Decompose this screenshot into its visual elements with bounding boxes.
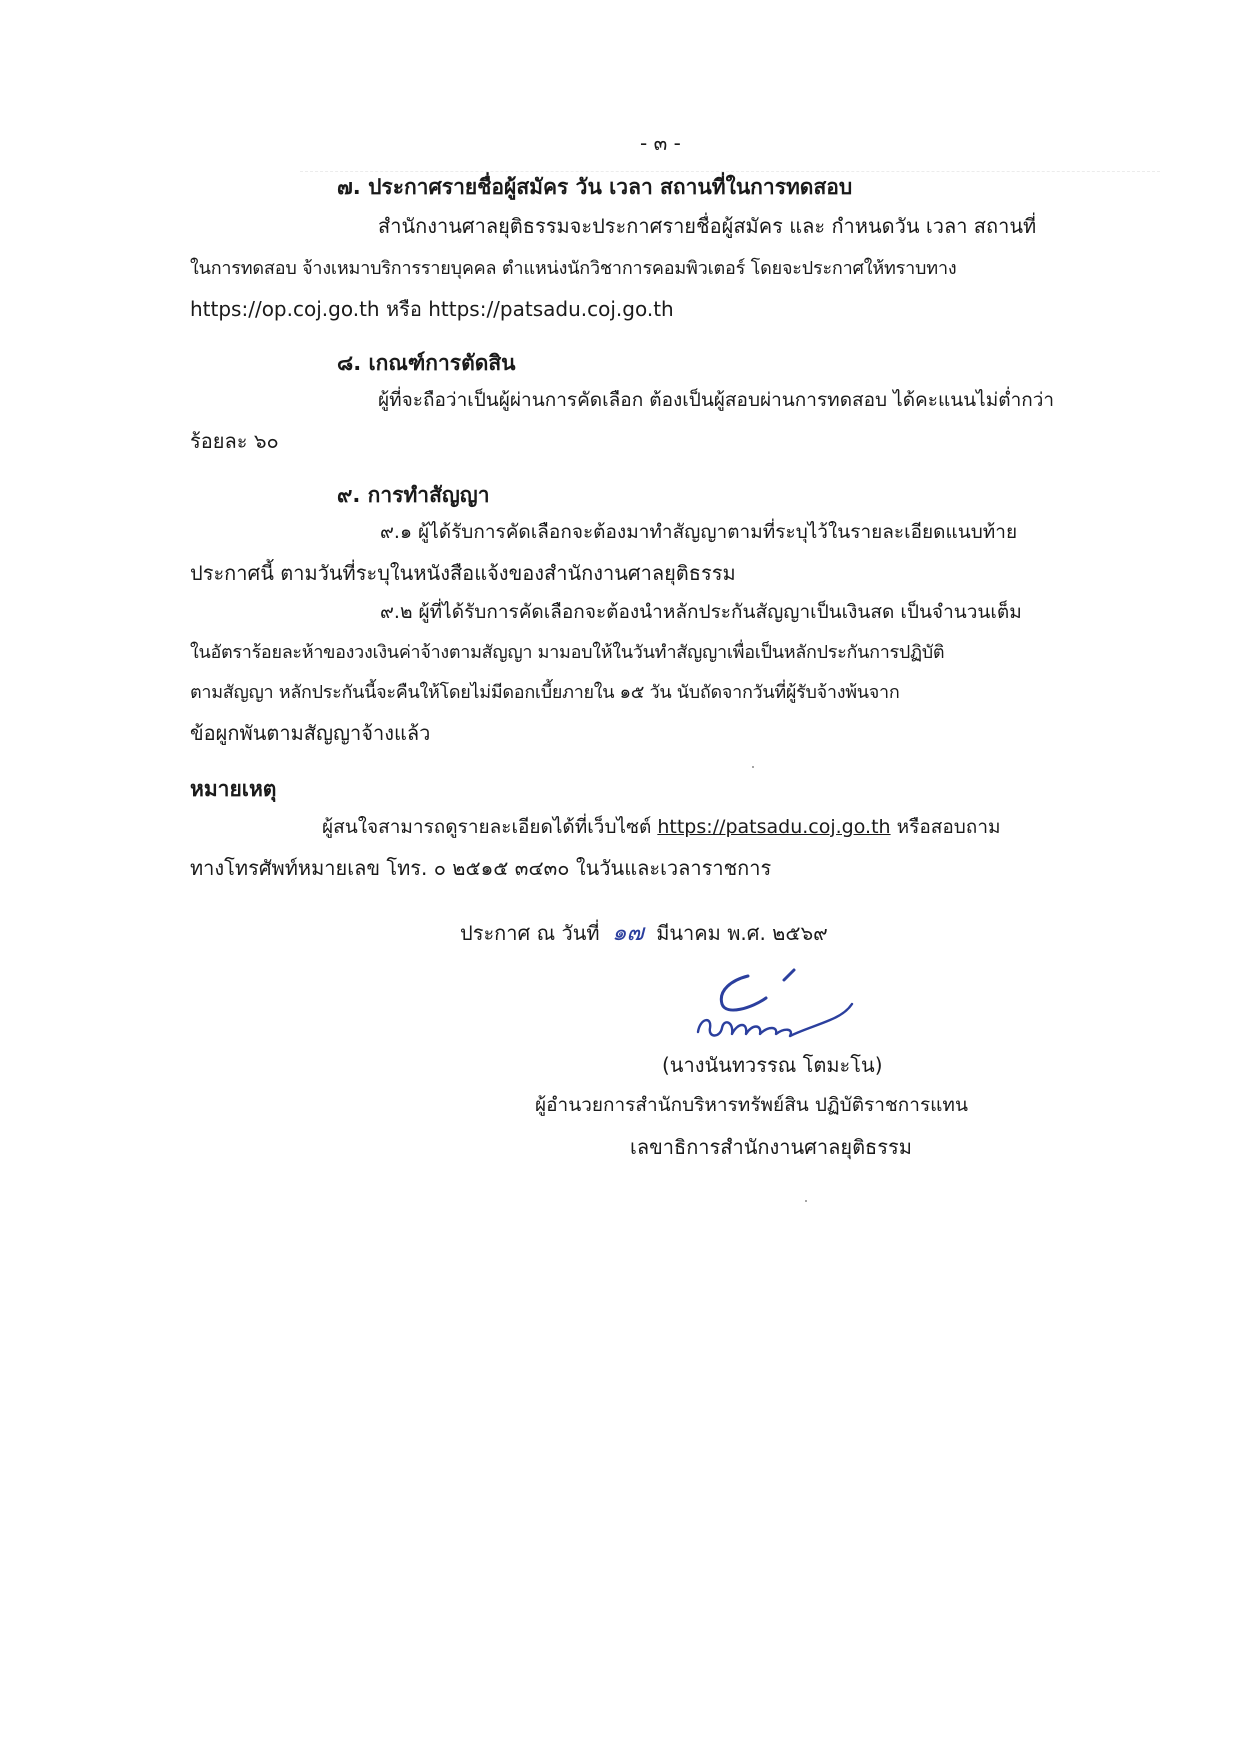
signatory-title-2: เลขาธิการสำนักงานศาลยุติธรรม bbox=[630, 1135, 912, 1159]
page-number: - ๓ - bbox=[640, 131, 681, 155]
announcement-date bbox=[460, 915, 828, 951]
section-9-2-line: ตามสัญญา หลักประกันนี้จะคืนให้โดยไม่มีดอกเบี้ยภายใน ๑๕ วัน นับถัดจากวันที่ผู้รับจ้างพ้นจาก bbox=[190, 682, 900, 703]
section-7-line: สำนักงานศาลยุติธรรมจะประกาศรายชื่อผู้สมัคร และ กำหนดวัน เวลา สถานที่ bbox=[378, 214, 1037, 238]
section-8-line: ผู้ที่จะถือว่าเป็นผู้ผ่านการคัดเลือก ต้องเป็นผู้สอบผ่านการทดสอบ ได้คะแนนไม่ต่ำกว่า bbox=[378, 389, 1055, 411]
handwritten-day: ๑๗ bbox=[611, 920, 644, 946]
section-8-line: ร้อยละ ๖๐ bbox=[190, 429, 279, 453]
scan-speck bbox=[752, 766, 754, 768]
section-9-heading: ๙. การทำสัญญา bbox=[337, 483, 490, 507]
signatory-title-1: ผู้อำนวยการสำนักบริหารทรัพย์สิน ปฏิบัติราชการแทน bbox=[535, 1094, 968, 1116]
announcement-suffix: มีนาคม พ.ศ. ๒๕๖๙ bbox=[649, 921, 828, 945]
section-7-line: ในการทดสอบ จ้างเหมาบริการรายบุคคล ตำแหน่งนักวิชาการคอมพิวเตอร์ โดยจะประกาศให้ทราบทาง bbox=[190, 258, 957, 279]
remark-text: ผู้สนใจสามารถดูรายละเอียดได้ที่เว็บไซต์ bbox=[322, 816, 658, 838]
section-9-1-line: ประกาศนี้ ตามวันที่ระบุในหนังสือแจ้งของสำนักงานศาลยุติธรรม bbox=[190, 561, 736, 585]
signature bbox=[690, 1000, 860, 1050]
section-9-1-line: ๙.๑ ผู้ได้รับการคัดเลือกจะต้องมาทำสัญญาตามที่ระบุไว้ในรายละเอียดแนบท้าย bbox=[380, 521, 1018, 543]
section-9-2-line: ในอัตราร้อยละห้าของวงเงินค่าจ้างตามสัญญา มามอบให้ในวันทำสัญญาเพื่อเป็นหลักประกันการปฏิบัติ bbox=[190, 642, 945, 663]
signatory-name: (นางนันทวรรณ โตมะโน) bbox=[662, 1053, 883, 1077]
remark-line-2: ทางโทรศัพท์หมายเลข โทร. ๐ ๒๕๑๕ ๓๔๓๐ ในวันและเวลาราชการ bbox=[190, 856, 772, 880]
website-link[interactable]: https://patsadu.coj.go.th bbox=[657, 816, 891, 838]
remark-heading: หมายเหตุ bbox=[190, 777, 277, 801]
section-9-2-line: ๙.๒ ผู้ที่ได้รับการคัดเลือกจะต้องนำหลักประกันสัญญาเป็นเงินสด เป็นจำนวนเต็ม bbox=[380, 601, 1022, 623]
announcement-prefix: ประกาศ ณ วันที่ bbox=[460, 921, 606, 945]
section-8-heading: ๘. เกณฑ์การตัดสิน bbox=[337, 351, 516, 375]
remark-line-1 bbox=[322, 812, 1001, 842]
section-9-2-line: ข้อผูกพันตามสัญญาจ้างแล้ว bbox=[190, 721, 431, 745]
remark-text: หรือสอบถาม bbox=[890, 816, 1001, 838]
scan-speck bbox=[805, 1200, 807, 1202]
section-7-line: https://op.coj.go.th หรือ https://patsadu.coj.go.th bbox=[190, 297, 674, 321]
section-7-heading: ๗. ประกาศรายชื่อผู้สมัคร วัน เวลา สถานที่ในการทดสอบ bbox=[337, 175, 853, 199]
